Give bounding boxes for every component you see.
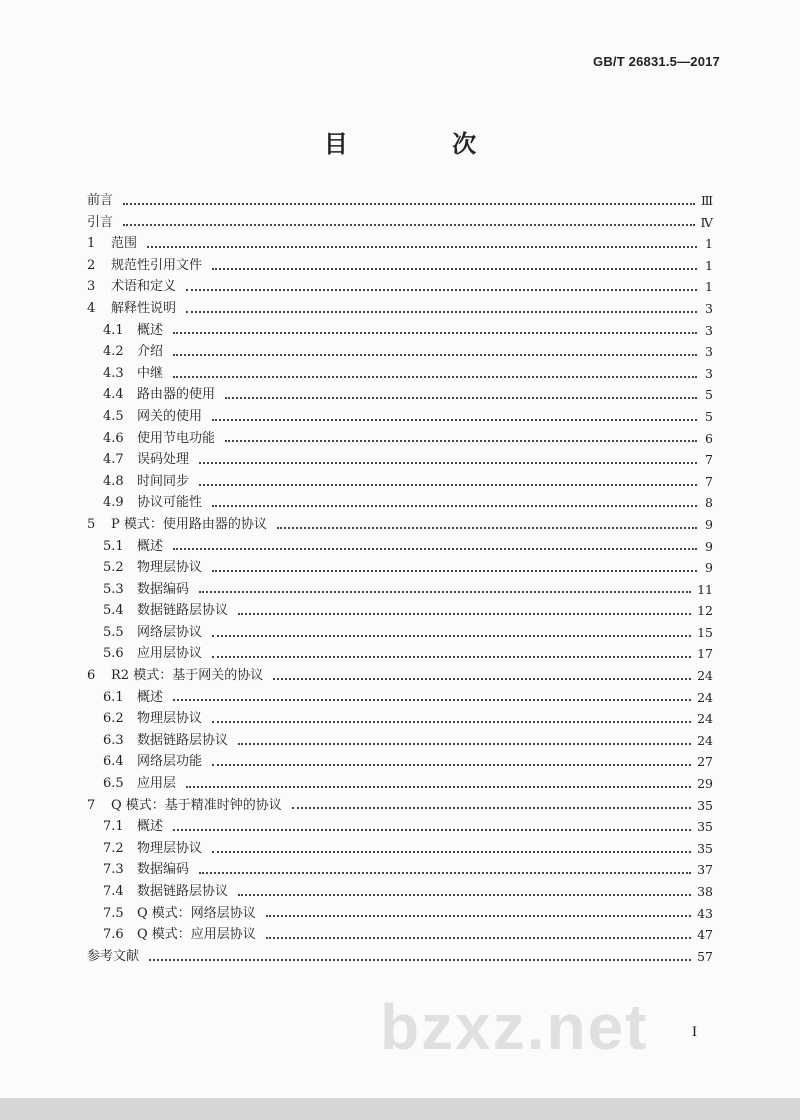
toc-entry-number: 4.5 — [103, 408, 124, 424]
toc-entry-number: 6.2 — [103, 711, 124, 727]
toc-dot-leader — [123, 201, 695, 205]
toc-dot-leader — [173, 352, 697, 356]
toc-dot-leader — [212, 568, 697, 572]
toc-entry-number: 4 — [87, 300, 96, 316]
toc-entry-label: 概述 — [137, 689, 164, 705]
toc-entry[interactable] — [87, 859, 713, 881]
toc-entry-label: 概述 — [137, 538, 164, 554]
toc-entry[interactable] — [87, 471, 713, 493]
toc-entry[interactable] — [87, 600, 713, 622]
toc-entry-number: 7.4 — [103, 884, 124, 899]
toc-entry-page: 5 — [705, 387, 713, 403]
toc-entry-label: 数据链路层协议 — [137, 732, 229, 748]
toc-entry-page: 9 — [705, 516, 713, 532]
toc-entry[interactable] — [87, 665, 713, 687]
toc-entry-page: 57 — [697, 948, 713, 964]
toc-entry[interactable] — [87, 751, 713, 773]
page-number: I — [692, 1024, 697, 1040]
toc-entry-number: 5.3 — [103, 581, 124, 597]
toc-entry-label: 范围 — [111, 236, 138, 252]
toc-entry-label: 网络层协议 — [137, 624, 203, 640]
toc-entry[interactable] — [87, 579, 713, 601]
toc-entry[interactable] — [87, 233, 713, 255]
toc-dot-leader — [123, 222, 694, 226]
toc-entry[interactable] — [87, 190, 713, 212]
toc-entry-page: 9 — [705, 560, 713, 576]
toc-entry-page: 17 — [697, 646, 713, 662]
toc-entry-label: 规范性引用文件 — [111, 257, 203, 273]
toc-dot-leader — [199, 870, 691, 874]
standard-code: GB/T 26831.5—2017 — [593, 54, 720, 69]
toc-entry-page: 3 — [705, 322, 713, 338]
toc-dot-leader — [186, 784, 691, 788]
toc-entry[interactable] — [87, 708, 713, 730]
toc-entry[interactable] — [87, 212, 713, 234]
toc-dot-leader — [225, 395, 697, 399]
toc-entry[interactable] — [87, 298, 713, 320]
toc-entry-number: 4.4 — [103, 387, 124, 403]
toc-dot-leader — [212, 503, 697, 507]
toc-entry-label: 使用节电功能 — [137, 430, 216, 446]
toc-entry-page: 24 — [697, 689, 713, 705]
toc-entry-number: 4.3 — [103, 365, 124, 381]
toc-entry-page: 47 — [697, 927, 713, 943]
toc-entry-number: 2 — [87, 257, 96, 273]
toc-dot-leader — [212, 417, 697, 421]
toc-dot-leader — [212, 849, 691, 853]
toc-entry-number: 6.1 — [103, 689, 124, 705]
toc-entry-label: R2 模式：基于网关的协议 — [111, 668, 264, 684]
toc-entry-number: 5.2 — [103, 560, 124, 576]
toc-entry[interactable] — [87, 622, 713, 644]
toc-entry-number: 6.3 — [103, 732, 124, 748]
toc-entry-page: 27 — [697, 754, 713, 770]
toc-dot-leader — [212, 654, 691, 658]
toc-dot-leader — [212, 266, 697, 270]
toc-entry-number: 7.1 — [103, 819, 124, 835]
toc-entry[interactable] — [87, 946, 713, 968]
toc-entry-page: 1 — [705, 257, 713, 273]
toc-dot-leader — [149, 957, 691, 961]
toc-entry-page: 3 — [705, 365, 713, 381]
toc-entry-label: 介绍 — [137, 344, 164, 360]
toc-entry[interactable] — [87, 687, 713, 709]
toc-entry-number: 4.7 — [103, 452, 124, 468]
toc-entry-page: 9 — [705, 538, 713, 554]
toc-entry[interactable] — [87, 536, 713, 558]
toc-entry-number: 5.5 — [103, 624, 124, 640]
toc-entry-page: Ⅲ — [700, 193, 713, 208]
toc-entry-label: 时间同步 — [137, 473, 190, 489]
page-bottom-edge — [0, 1098, 800, 1120]
toc-dot-leader — [199, 460, 697, 464]
toc-entry-label: 协议可能性 — [137, 495, 203, 511]
toc-entry[interactable] — [87, 881, 713, 903]
toc-entry-number: 6.4 — [103, 754, 124, 770]
toc-entry[interactable] — [87, 341, 713, 363]
toc-entry-number: 7.6 — [103, 927, 124, 943]
toc-entry-label: 概述 — [137, 322, 164, 338]
toc-entry-label: 物理层协议 — [137, 840, 203, 856]
toc-entry-label: 网关的使用 — [137, 408, 203, 424]
toc-entry-label: 解释性说明 — [111, 300, 177, 316]
toc-dot-leader — [186, 287, 697, 291]
toc-entry-label: 误码处理 — [137, 452, 190, 468]
page-title: 目 次 — [323, 130, 525, 158]
toc-entry-number: 7.2 — [103, 840, 124, 856]
toc-entry-page: 3 — [705, 344, 713, 360]
toc-entry[interactable] — [87, 363, 713, 385]
toc-entry-label: 网络层功能 — [137, 754, 203, 770]
toc-entry-label: 中继 — [137, 365, 164, 381]
toc-dot-leader — [173, 546, 697, 550]
toc-entry-page: 24 — [697, 668, 713, 684]
toc-entry-label: 应用层协议 — [137, 646, 203, 662]
toc-dot-leader — [212, 762, 691, 766]
toc-entry-number: 6 — [87, 668, 96, 684]
toc-entry-page: 12 — [697, 603, 713, 619]
toc-entry-label: 数据编码 — [137, 581, 190, 597]
toc-entry-page: 24 — [697, 732, 713, 748]
toc-dot-leader — [225, 438, 697, 442]
toc-dot-leader — [173, 827, 691, 831]
toc-entry-label: Q 模式：网络层协议 — [137, 905, 256, 921]
toc-entry-number: 5.4 — [103, 603, 124, 619]
toc-entry-label: Q 模式：基于精准时钟的协议 — [111, 797, 282, 813]
toc-entry-page: Ⅳ — [700, 214, 713, 230]
toc-dot-leader — [173, 697, 691, 701]
toc-entry-number: 5 — [87, 516, 96, 532]
toc-dot-leader — [238, 892, 691, 896]
toc-entry[interactable] — [87, 773, 713, 795]
toc-entry[interactable] — [87, 730, 713, 752]
toc-dot-leader — [266, 913, 691, 917]
toc-entry-page: 7 — [705, 452, 713, 468]
toc-entry-page: 35 — [697, 797, 713, 813]
toc-entry-number: 5.1 — [103, 538, 124, 554]
toc-entry-number: 4.9 — [103, 495, 124, 511]
toc-entry-page: 35 — [697, 840, 713, 856]
toc-dot-leader — [212, 719, 691, 723]
toc-entry-number: 1 — [87, 236, 96, 252]
toc-entry[interactable] — [87, 816, 713, 838]
toc-entry[interactable] — [87, 557, 713, 579]
toc-dot-leader — [147, 244, 697, 248]
toc-dot-leader — [186, 309, 697, 313]
toc-entry-label: 数据链路层协议 — [137, 884, 229, 899]
toc-entry-page: 8 — [705, 495, 713, 511]
toc-entry-page: 3 — [705, 300, 713, 316]
toc-dot-leader — [277, 525, 697, 529]
toc-entry-label: 前言 — [87, 193, 114, 208]
toc-entry-number: 4.8 — [103, 473, 124, 489]
table-of-contents — [87, 190, 713, 967]
toc-dot-leader — [199, 482, 697, 486]
toc-entry[interactable] — [87, 643, 713, 665]
toc-dot-leader — [266, 935, 691, 939]
toc-entry-page: 11 — [697, 581, 713, 597]
toc-entry-page: 24 — [697, 711, 713, 727]
toc-entry-number: 7.5 — [103, 905, 124, 921]
toc-entry[interactable] — [87, 255, 713, 277]
toc-entry[interactable] — [87, 276, 713, 298]
toc-entry-number: 4.6 — [103, 430, 124, 446]
toc-entry[interactable] — [87, 795, 713, 817]
toc-entry[interactable] — [87, 838, 713, 860]
toc-entry[interactable] — [87, 903, 713, 925]
toc-dot-leader — [173, 374, 697, 378]
toc-entry-label: 物理层协议 — [137, 560, 203, 576]
toc-dot-leader — [199, 589, 691, 593]
toc-entry-label: 参考文献 — [87, 948, 140, 964]
toc-entry[interactable] — [87, 449, 713, 471]
toc-entry-page: 35 — [697, 819, 713, 835]
toc-entry-page: 5 — [705, 408, 713, 424]
toc-dot-leader — [173, 330, 697, 334]
toc-entry-label: 路由器的使用 — [137, 387, 216, 403]
toc-entry-page: 15 — [697, 624, 713, 640]
toc-entry-page: 7 — [705, 473, 713, 489]
toc-entry-label: 数据编码 — [137, 862, 190, 878]
toc-entry-label: Q 模式：应用层协议 — [137, 927, 256, 943]
toc-dot-leader — [238, 611, 691, 615]
toc-entry-number: 4.2 — [103, 344, 124, 360]
toc-entry-label: 概述 — [137, 819, 164, 835]
toc-entry[interactable] — [87, 492, 713, 514]
toc-entry-label: 数据链路层协议 — [137, 603, 229, 619]
toc-entry-label: P 模式：使用路由器的协议 — [111, 516, 267, 532]
toc-entry-label: 术语和定义 — [111, 279, 177, 295]
toc-entry-page: 1 — [705, 279, 713, 295]
toc-entry-number: 4.1 — [103, 322, 124, 338]
toc-entry-number: 7 — [87, 797, 96, 813]
toc-entry[interactable] — [87, 924, 713, 946]
toc-entry-page: 29 — [697, 776, 713, 792]
toc-entry-number: 6.5 — [103, 776, 124, 792]
toc-entry-label: 引言 — [87, 214, 114, 230]
watermark-text: bzxz.net — [380, 991, 649, 1063]
toc-entry-number: 7.3 — [103, 862, 124, 878]
toc-entry-page: 43 — [697, 905, 713, 921]
toc-entry-number: 3 — [87, 279, 96, 295]
toc-entry-page: 38 — [697, 884, 713, 899]
toc-entry-page: 37 — [697, 862, 713, 878]
toc-entry[interactable] — [87, 514, 713, 536]
toc-entry-page: 1 — [705, 236, 713, 252]
toc-dot-leader — [292, 805, 691, 809]
toc-entry-number: 5.6 — [103, 646, 124, 662]
toc-entry-label: 应用层 — [137, 776, 177, 792]
toc-entry[interactable] — [87, 428, 713, 450]
toc-dot-leader — [273, 676, 691, 680]
toc-entry[interactable] — [87, 384, 713, 406]
toc-dot-leader — [212, 633, 691, 637]
toc-dot-leader — [238, 741, 691, 745]
toc-entry[interactable] — [87, 406, 713, 428]
toc-entry-page: 6 — [705, 430, 713, 446]
toc-entry[interactable] — [87, 320, 713, 342]
toc-entry-label: 物理层协议 — [137, 711, 203, 727]
